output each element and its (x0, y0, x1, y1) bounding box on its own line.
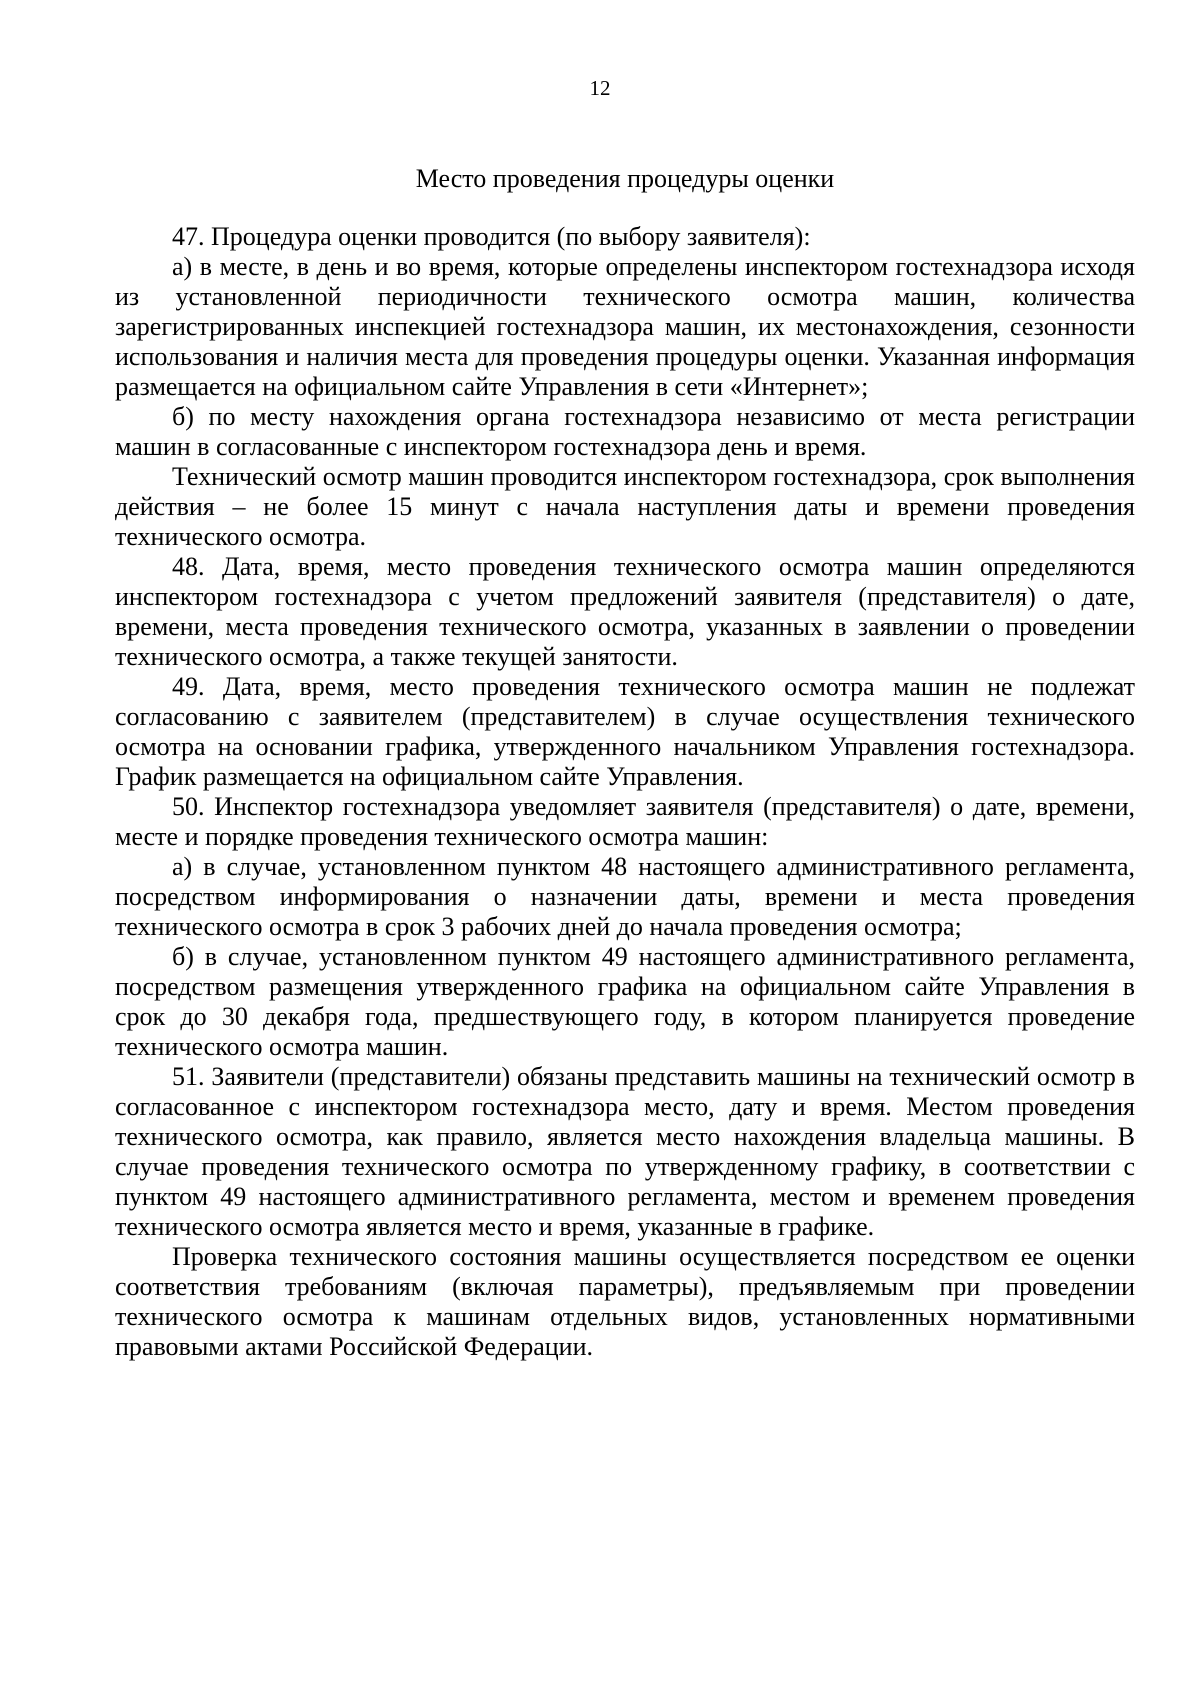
document-body (115, 222, 1135, 1362)
paragraph-50: 50. Инспектор гостехнадзора уведомляет заявителя (представителя) о дате, времени, месте и порядке проведения технического осмотра машин: (115, 792, 1135, 851)
paragraph-51: 51. Заявители (представители) обязаны представить машины на технический осмотр в согласованное с инспектором гостехнадзора место, дату и время. Местом проведения технического осмотра, как правило, является место нахождения владельца машины. В случае проведения технического осмотра по утвержденному графику, в соответствии с пунктом 49 настоящего административного регламента, местом и временем проведения технического осмотра является место и время, указанные в графике. (115, 1062, 1135, 1241)
page-number: 12 (589, 76, 611, 100)
paragraph-49: 49. Дата, время, место проведения технического осмотра машин не подлежат согласованию с заявителем (представителем) в случае осуществления технического осмотра на основании графика, утвержденного начальником Управления гостехнадзора. График размещается на официальном сайте Управления. (115, 672, 1135, 791)
paragraph-48: 48. Дата, время, место проведения технического осмотра машин определяются инспектором гостехнадзора с учетом предложений заявителя (представителя) о дате, времени, места проведения технического осмотра, указанных в заявлении о проведении технического осмотра, а также текущей занятости. (115, 552, 1135, 671)
section-heading: Место проведения процедуры оценки (415, 164, 835, 193)
paragraph-47-b: б) по месту нахождения органа гостехнадзора независимо от места регистрации машин в согласованные с инспектором гостехнадзора день и время. (115, 402, 1135, 461)
paragraph-50-a: а) в случае, установленном пунктом 48 настоящего административного регламента, посредством информирования о назначении даты, времени и места проведения технического осмотра в срок 3 рабочих дней до начала проведения осмотра; (115, 852, 1135, 941)
paragraph-47: 47. Процедура оценки проводится (по выбору заявителя): (172, 222, 811, 251)
paragraph-50-b: б) в случае, установленном пунктом 49 настоящего административного регламента, посредством размещения утвержденного графика на официальном сайте Управления в срок до 30 декабря года, предшествующего году, в котором планируется проведение технического осмотра машин. (115, 942, 1135, 1061)
paragraph-condition-check: Проверка технического состояния машины осуществляется посредством ее оценки соответствия требованиям (включая параметры), предъявляемым при проведении технического осмотра к машинам отдельных видов, установленных нормативными правовыми актами Российской Федерации. (115, 1242, 1135, 1361)
paragraph-inspection-time: Технический осмотр машин проводится инспектором гостехнадзора, срок выполнения действия – не более 15 минут с начала наступления даты и времени проведения технического осмотра. (115, 462, 1135, 551)
paragraph-47-a: а) в месте, в день и во время, которые определены инспектором гостехнадзора исходя из установленной периодичности технического осмотра машин, количества зарегистрированных инспекцией гостехнадзора машин, их местонахождения, сезонности использования и наличия места для проведения процедуры оценки. Указанная информация размещается на официальном сайте Управления в сети «Интернет»; (115, 252, 1135, 401)
